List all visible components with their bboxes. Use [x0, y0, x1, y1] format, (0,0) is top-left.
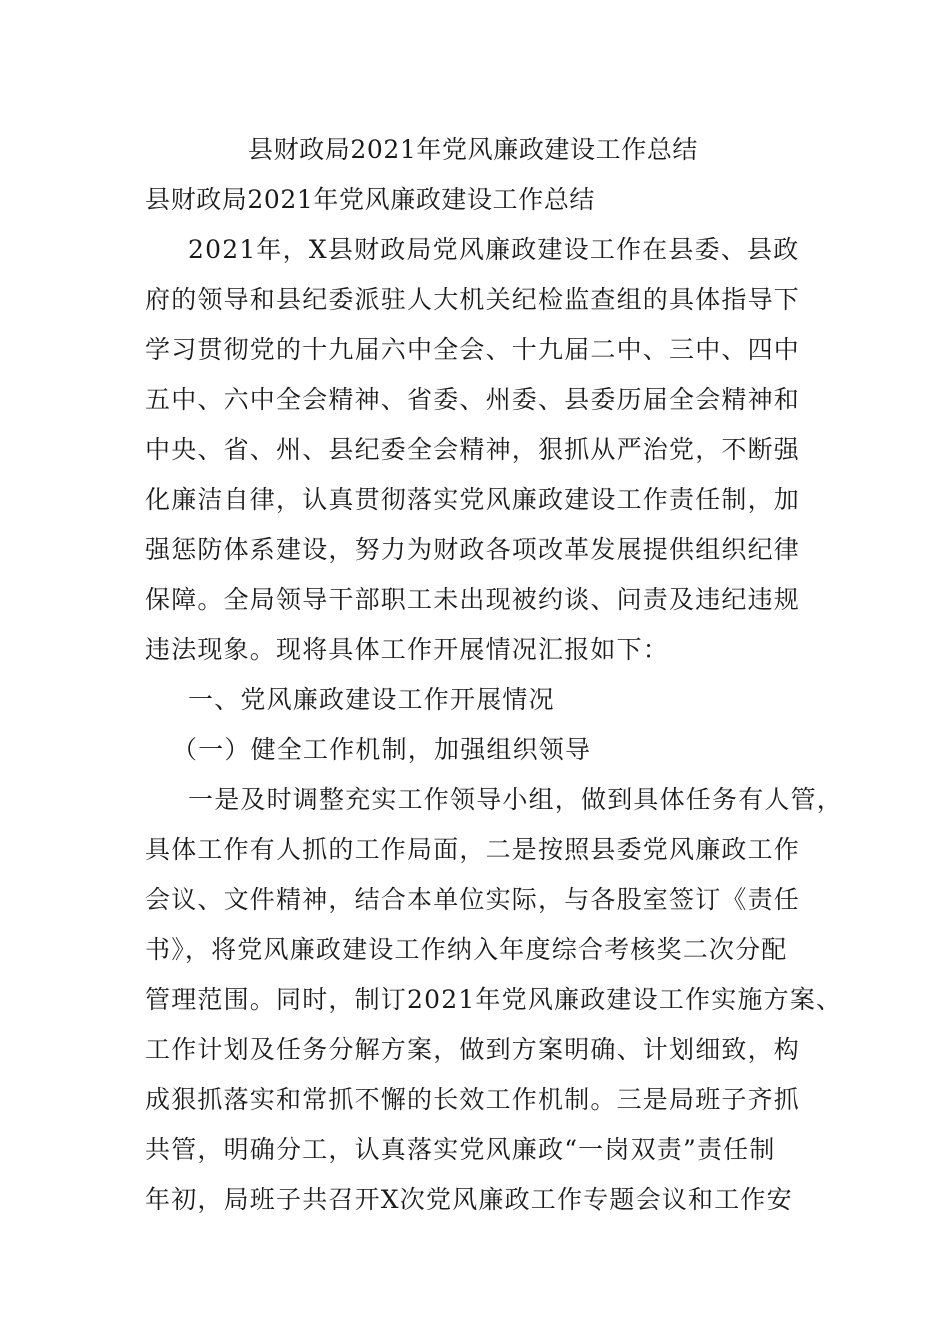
paragraph-line: 管理范围。同时，制订2021年党风廉政建设工作实施方案、	[145, 985, 843, 1014]
paragraph-line: 具体工作有人抓的工作局面，二是按照县委党风廉政工作	[145, 835, 801, 864]
paragraph-line: 府的领导和县纪委派驻人大机关纪检监查组的具体指导下	[145, 285, 801, 314]
paragraph-line: 2021年，X县财政局党风廉政建设工作在县委、县政	[188, 235, 800, 264]
paragraph-line: 共管，明确分工，认真落实党风廉政“一岗双责”责任制	[145, 1135, 776, 1164]
paragraph-line: 成狠抓落实和常抓不懈的长效工作机制。三是局班子齐抓	[145, 1085, 801, 1114]
section-heading: 一、党风廉政建设工作开展情况	[188, 685, 555, 714]
paragraph-line: 年初，局班子共召开X次党风廉政工作专题会议和工作安	[145, 1185, 793, 1214]
paragraph-line: 学习贯彻党的十九届六中全会、十九届二中、三中、四中	[145, 335, 801, 364]
document-subtitle: 县财政局2021年党风廉政建设工作总结	[145, 185, 596, 214]
paragraph-line: 一是及时调整充实工作领导小组，做到具体任务有人管，	[188, 785, 844, 814]
paragraph-line: 书》，将党风廉政建设工作纳入年度综合考核奖二次分配	[145, 935, 788, 964]
paragraph-line: 工作计划及任务分解方案，做到方案明确、计划细致，构	[145, 1035, 801, 1064]
paragraph-line: 保障。全局领导干部职工未出现被约谈、问责及违纪违规	[145, 585, 801, 614]
subsection-heading: （一）健全工作机制，加强组织领导	[172, 735, 592, 764]
paragraph-line: 中央、省、州、县纪委全会精神，狠抓从严治党，不断强	[145, 435, 801, 464]
document-title: 县财政局2021年党风廉政建设工作总结	[248, 135, 699, 164]
paragraph-line: 会议、文件精神，结合本单位实际，与各股室签订《责任	[145, 885, 801, 914]
paragraph-line: 五中、六中全会精神、省委、州委、县委历届全会精神和	[145, 385, 801, 414]
paragraph-line: 强惩防体系建设，努力为财政各项改革发展提供组织纪律	[145, 535, 801, 564]
paragraph-line: 化廉洁自律，认真贯彻落实党风廉政建设工作责任制，加	[145, 485, 801, 514]
paragraph-line: 违法现象。现将具体工作开展情况汇报如下：	[145, 635, 670, 664]
